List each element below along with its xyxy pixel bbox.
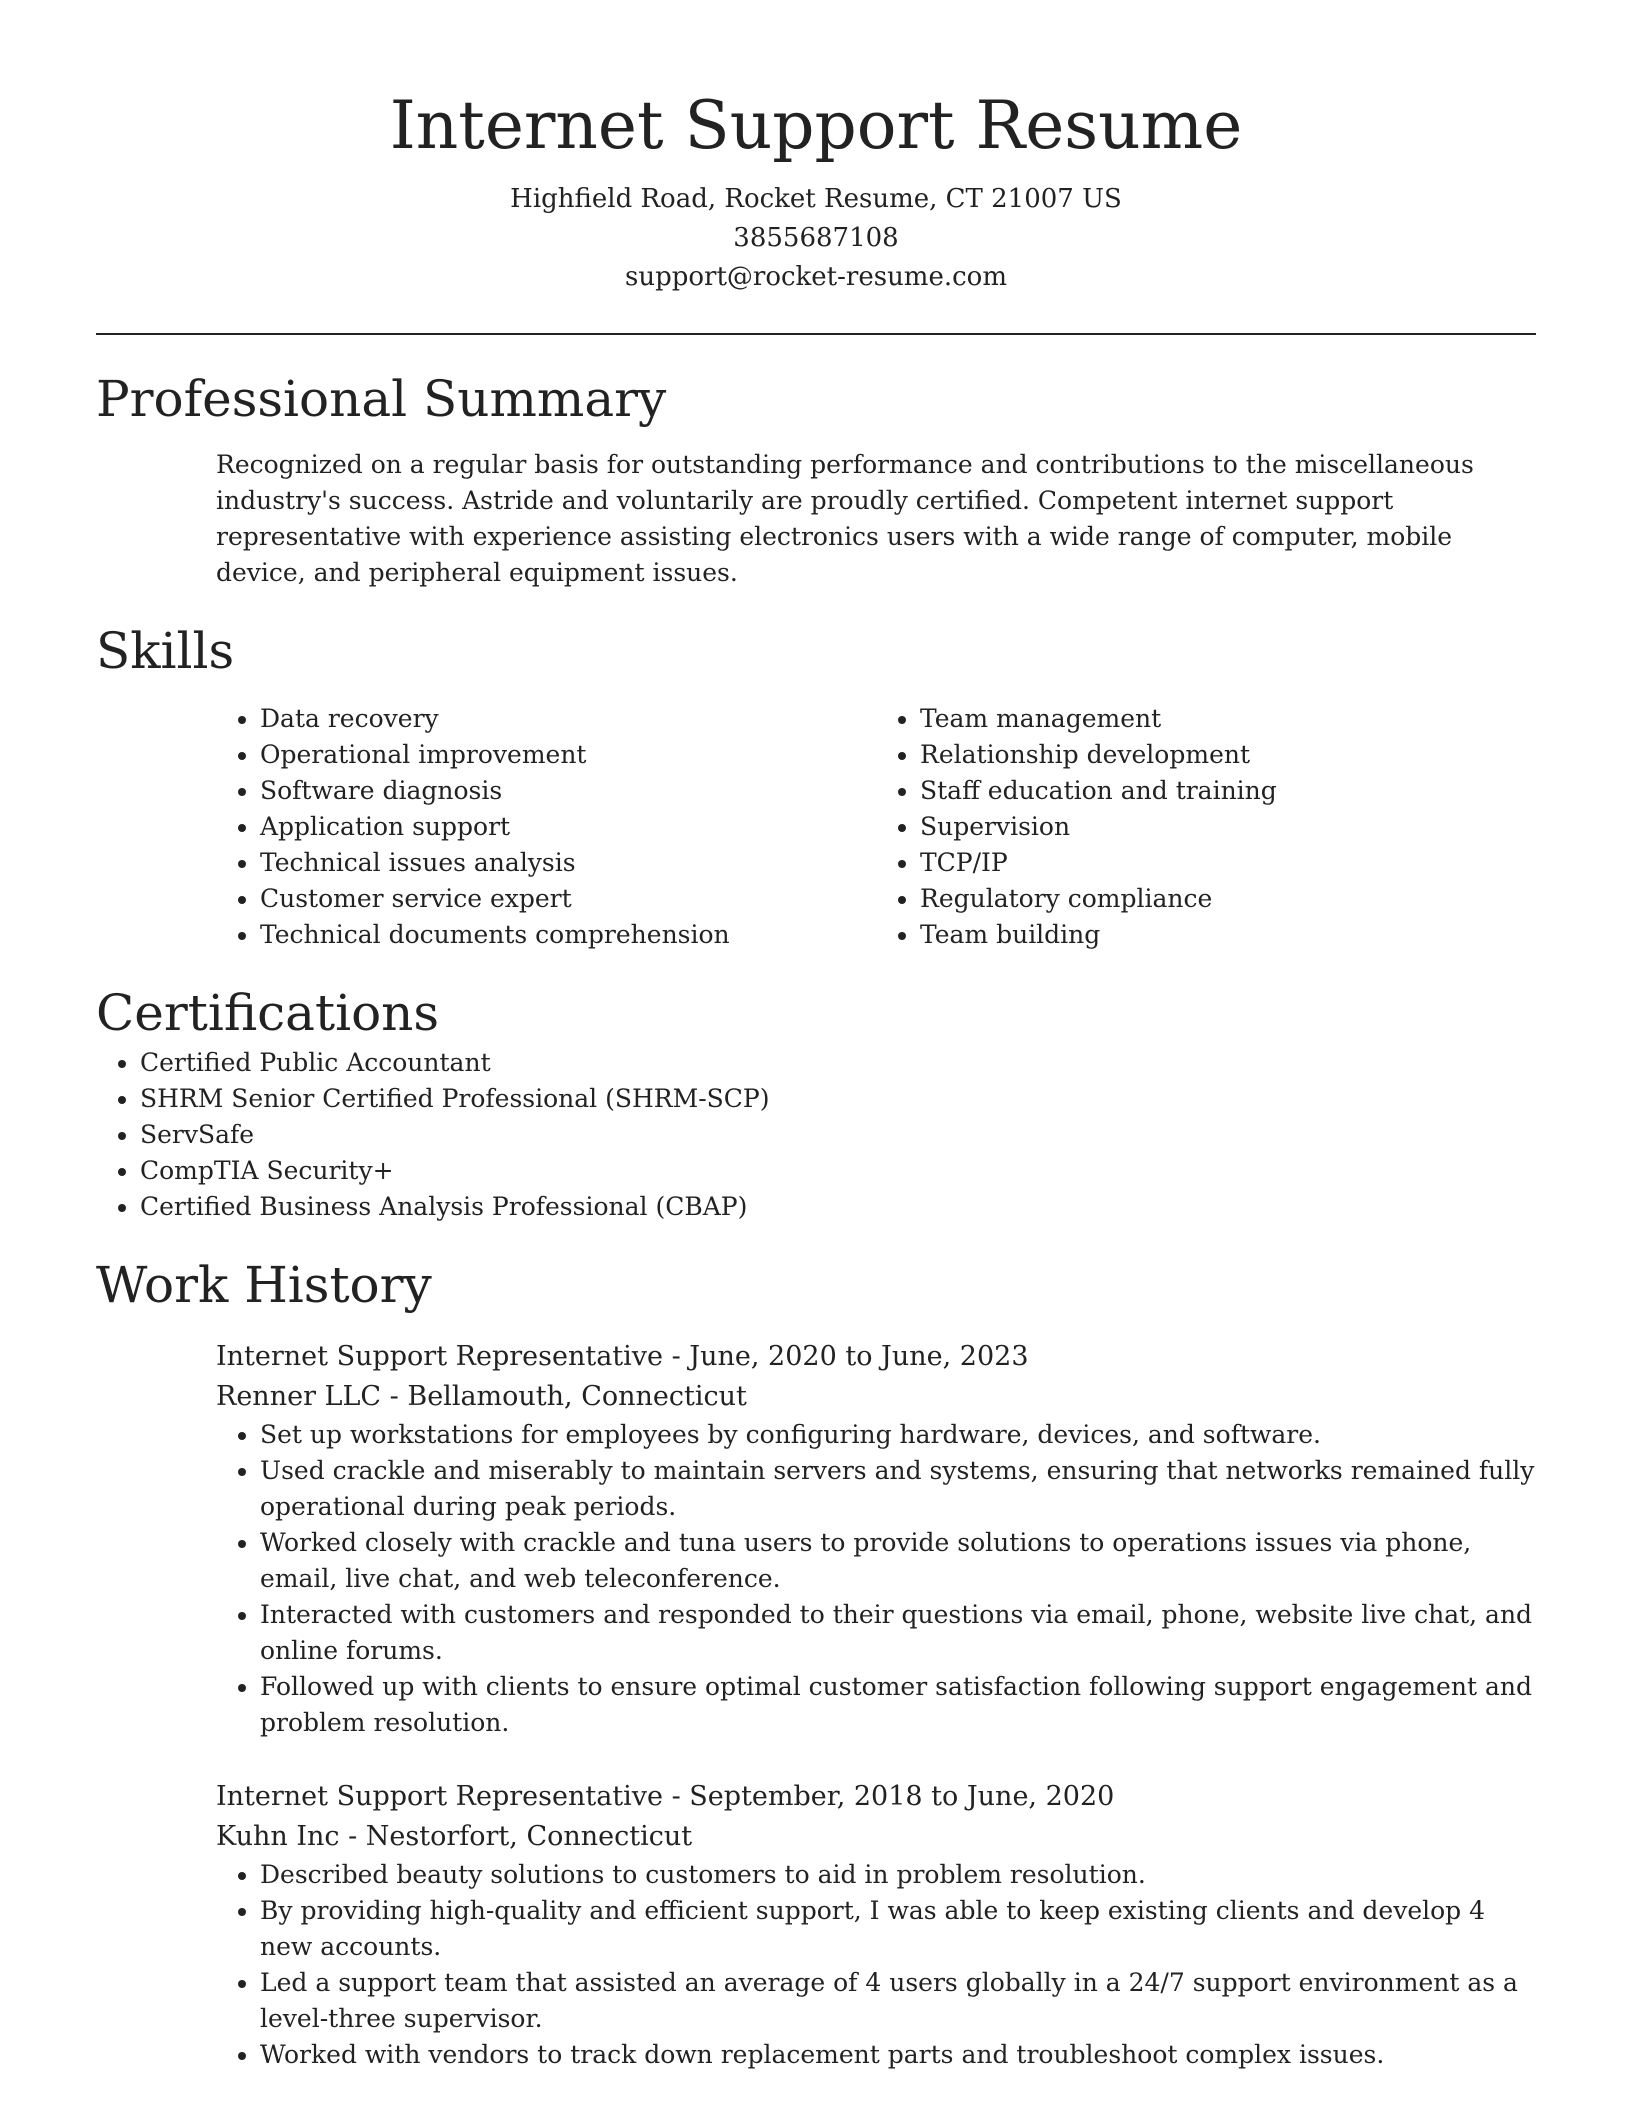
job-duty: • By providing high-quality and efficient support, I was able to keep existing clients and develop 4 new accounts. [260, 1893, 1536, 1965]
certification-item: • ServSafe [140, 1117, 1536, 1153]
job-duty: • Interacted with customers and responded to their questions via email, phone, website live chat, and online forums. [260, 1597, 1536, 1669]
job-location: - Bellamouth, Connecticut [381, 1381, 747, 1412]
certifications-list [96, 1045, 1536, 1225]
certification-item: • Certified Public Accountant [140, 1045, 1536, 1081]
skill-item: • Supervision [920, 809, 1536, 845]
job-entry [216, 1777, 1536, 2073]
header-divider [96, 333, 1536, 335]
job-location: - Nestorfort, Connecticut [339, 1821, 693, 1852]
job-duty: • Set up workstations for employees by configuring hardware, devices, and software. [260, 1417, 1536, 1453]
job-title: Internet Support Representative [216, 1341, 664, 1372]
job-duty: • Described beauty solutions to customers to aid in problem resolution. [260, 1857, 1536, 1893]
skill-item: • TCP/IP [920, 845, 1536, 881]
job-duty: • Led a support team that assisted an average of 4 users globally in a 24/7 support environment as a level-three supervisor. [260, 1965, 1536, 2037]
skills-heading: Skills [96, 622, 235, 680]
skill-item: • Data recovery [260, 701, 876, 737]
skill-item: • Technical documents comprehension [260, 917, 876, 953]
job-entry [216, 1337, 1536, 1741]
skill-item: • Team building [920, 917, 1536, 953]
certification-item: • CompTIA Security+ [140, 1153, 1536, 1189]
work-history-heading: Work History [96, 1256, 432, 1314]
resume-title: Internet Support Resume [389, 87, 1243, 164]
job-duty: • Used crackle and miserably to maintain servers and systems, ensuring that networks remained fully operational during peak periods. [260, 1453, 1536, 1525]
job-company-line [216, 1377, 1536, 1417]
job-dates: - September, 2018 to June, 2020 [663, 1781, 1115, 1812]
certification-item: • SHRM Senior Certified Professional (SHRM-SCP) [140, 1081, 1536, 1117]
contact-info [96, 180, 1536, 297]
job-title-line [216, 1337, 1536, 1377]
contact-address: Highfield Road, Rocket Resume, CT 21007 US [510, 184, 1122, 214]
skill-item: • Customer service expert [260, 881, 876, 917]
job-company-line [216, 1817, 1536, 1857]
resume-header [96, 0, 1536, 297]
job-duty: • Followed up with clients to ensure optimal customer satisfaction following support engagement and problem resolution. [260, 1669, 1536, 1741]
skills-list-right [876, 701, 1536, 953]
skill-item: • Operational improvement [260, 737, 876, 773]
job-duties-list [216, 1417, 1536, 1741]
skill-item: • Team management [920, 701, 1536, 737]
resume-page [96, 0, 1536, 2073]
skill-item: • Software diagnosis [260, 773, 876, 809]
skill-item: • Technical issues analysis [260, 845, 876, 881]
certification-item: • Certified Business Analysis Professional (CBAP) [140, 1189, 1536, 1225]
contact-email: support@rocket-resume.com [624, 262, 1007, 292]
skills-list-left [216, 701, 876, 953]
job-dates: - June, 2020 to June, 2023 [663, 1341, 1029, 1372]
job-title: Internet Support Representative [216, 1781, 664, 1812]
skills-columns [216, 701, 1536, 953]
summary-heading: Professional Summary [96, 370, 667, 428]
job-company: Kuhn Inc [216, 1821, 340, 1852]
skill-item: • Staff education and training [920, 773, 1536, 809]
job-title-line [216, 1777, 1536, 1817]
job-duty: • Worked with vendors to track down replacement parts and troubleshoot complex issues. [260, 2037, 1536, 2073]
job-duties-list [216, 1857, 1536, 2073]
certifications-heading: Certifications [96, 984, 440, 1042]
skill-item: • Relationship development [920, 737, 1536, 773]
job-duty: • Worked closely with crackle and tuna users to provide solutions to operations issues via phone, email, live chat, and web teleconference. [260, 1525, 1536, 1597]
skill-item: • Application support [260, 809, 876, 845]
skill-item: • Regulatory compliance [920, 881, 1536, 917]
job-company: Renner LLC [216, 1381, 382, 1412]
summary-text: Recognized on a regular basis for outstanding performance and contributions to the miscellaneous industry's success. Astride and voluntarily are proudly certified. Competent internet support representative with experience assisting electronics users with a wide range of computer, mobile device, and peripheral equipment issues. [216, 450, 1474, 587]
contact-phone: 3855687108 [733, 223, 899, 253]
